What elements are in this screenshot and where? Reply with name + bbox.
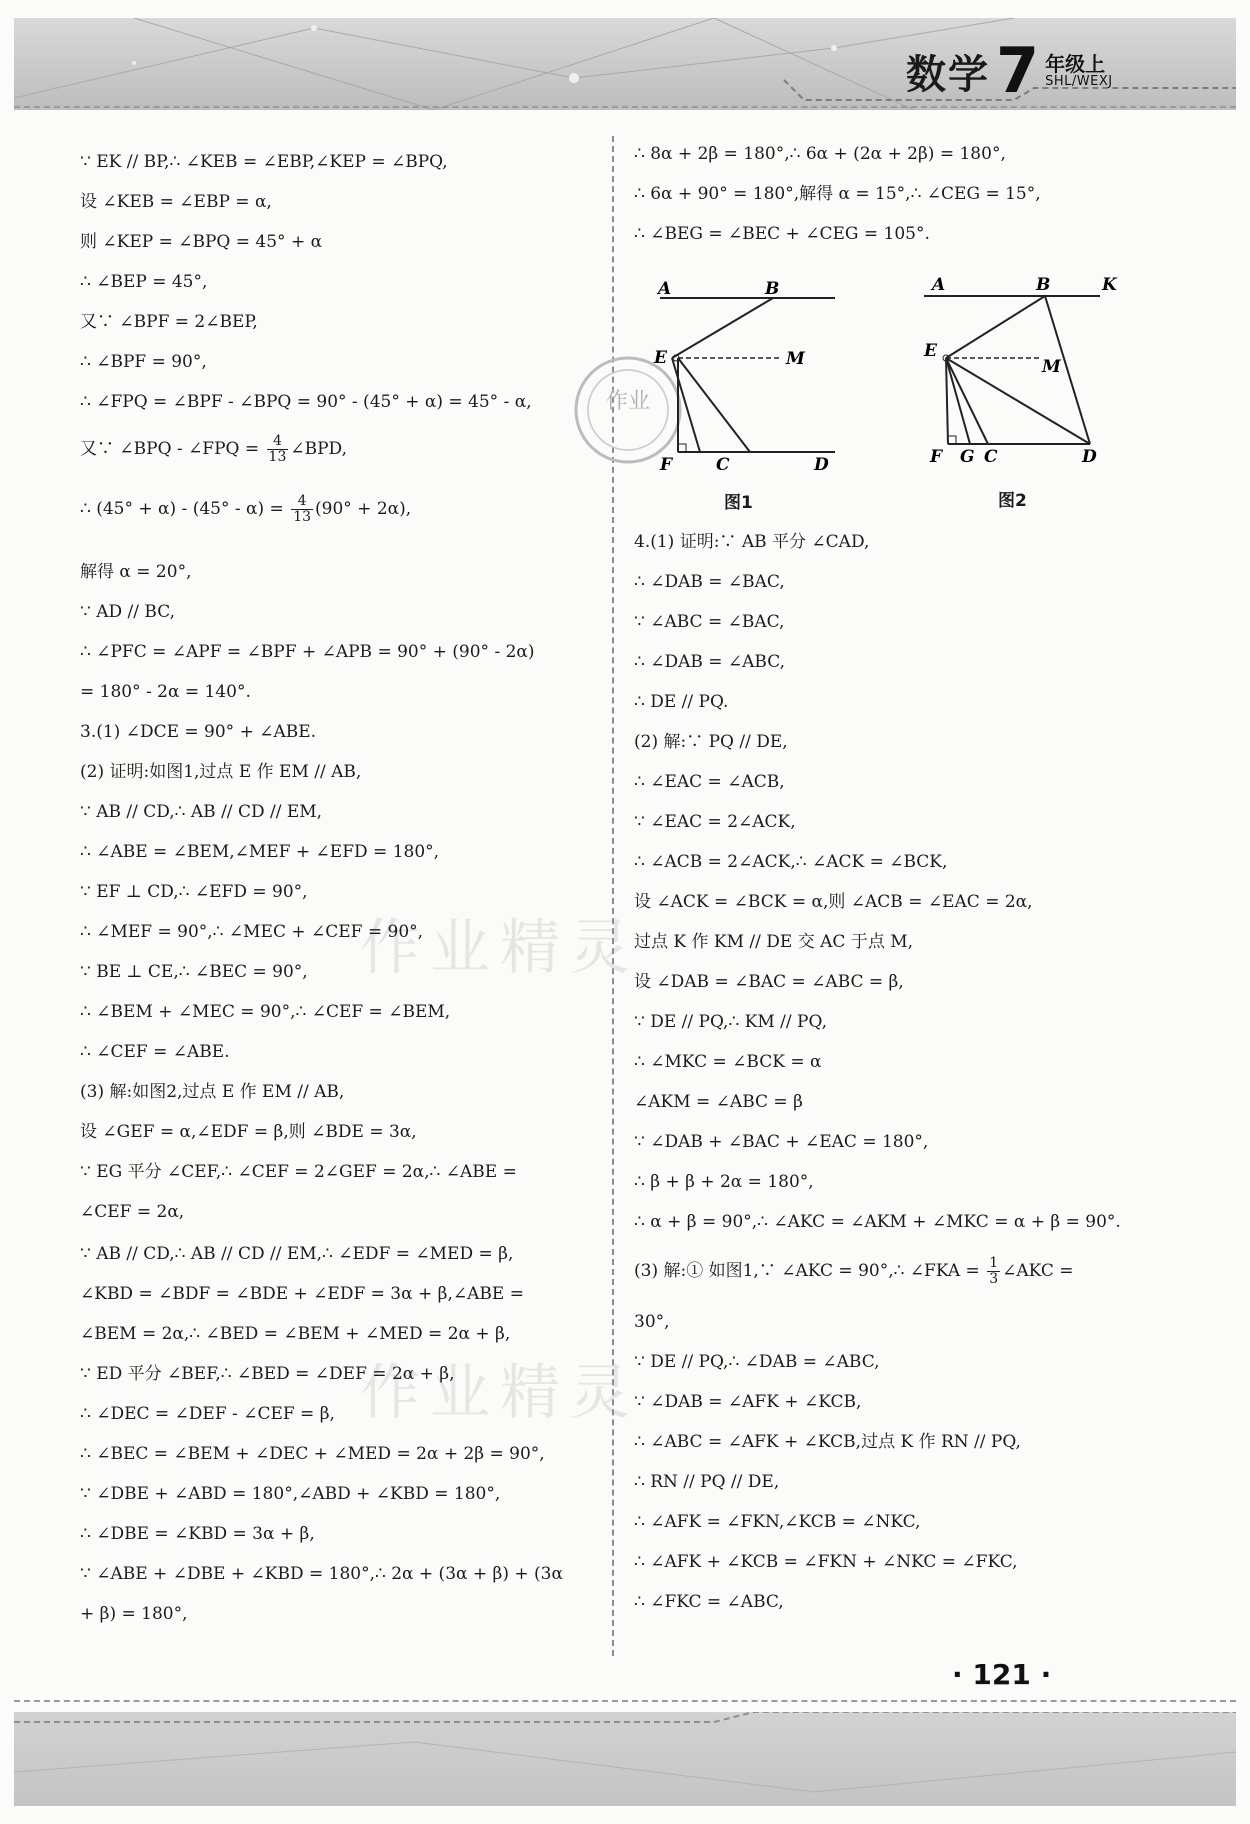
text-line: ∵ AD // BC, (80, 602, 176, 622)
text-line: ∠CEF = 2α, (80, 1202, 185, 1222)
fraction (291, 494, 313, 525)
fraction-denominator: 13 (293, 509, 312, 525)
text-line: ∵ ∠ABE + ∠DBE + ∠KBD = 180°,∴ 2α + (3α + β) + (3α (80, 1564, 563, 1584)
figure-2-diagram (920, 266, 1130, 476)
footer-divider (14, 1700, 1236, 1702)
fig2-label-b: B (1036, 275, 1051, 295)
text-line: + β) = 180°, (80, 1604, 188, 1624)
fig2-label-d: D (1082, 447, 1097, 467)
text-line: ∵ ∠ABC = ∠BAC, (634, 612, 785, 632)
text-line: ∴ ∠AFK + ∠KCB = ∠FKN + ∠NKC = ∠FKC, (634, 1552, 1018, 1572)
fig2-label-k: K (1102, 275, 1117, 295)
figure-1-caption: 图1 (724, 493, 753, 513)
fraction (987, 1256, 1000, 1287)
text-segment: (90° + 2α), (315, 499, 412, 519)
text-line: ∴ ∠CEF = ∠ABE. (80, 1042, 230, 1062)
fraction-denominator: 13 (268, 449, 287, 465)
edition-code: SHL/WEXJ (1045, 73, 1113, 89)
text-line: ∴ ∠MKC = ∠BCK = α (634, 1052, 822, 1072)
fraction-numerator: 4 (291, 494, 313, 510)
text-line: 则 ∠KEP = ∠BPQ = 45° + α (80, 232, 323, 252)
text-line: ∴ ∠PFC = ∠APF = ∠BPF + ∠APB = 90° + (90° - 2α) (80, 642, 535, 662)
text-line: ∴ ∠FPQ = ∠BPF - ∠BPQ = 90° - (45° + α) = 45° - α, (80, 392, 532, 412)
text-line: (2) 解:∵ PQ // DE, (634, 732, 788, 752)
text-line: 过点 K 作 KM // DE 交 AC 于点 M, (634, 932, 914, 952)
figure-1-diagram (650, 270, 850, 480)
fig2-label-m: M (1042, 357, 1061, 377)
text-line: ∵ EK // BP,∴ ∠KEB = ∠EBP,∠KEP = ∠BPQ, (80, 152, 448, 172)
text-line: ∴ ∠DAB = ∠BAC, (634, 572, 785, 592)
text-segment: ∴ (45° + α) - (45° - α) = (80, 499, 290, 519)
footer-texture (14, 1712, 1236, 1806)
fig2-label-c: C (984, 447, 998, 467)
title-block (906, 34, 1113, 107)
text-line: ∵ DE // PQ,∴ ∠DAB = ∠ABC, (634, 1352, 880, 1372)
text-segment: ∠BPD, (290, 439, 347, 459)
fraction-numerator: 4 (267, 434, 289, 450)
text-line-with-fraction (80, 494, 411, 525)
text-line: ∴ RN // PQ // DE, (634, 1472, 780, 1492)
text-line: (2) 证明:如图1,过点 E 作 EM // AB, (80, 762, 362, 782)
text-line: ∠KBD = ∠BDF = ∠BDE + ∠EDF = 3α + β,∠ABE = (80, 1284, 524, 1304)
text-line: ∵ ED 平分 ∠BEF,∴ ∠BED = ∠DEF = 2α + β, (80, 1364, 455, 1384)
text-line: ∴ ∠FKC = ∠ABC, (634, 1592, 784, 1612)
text-line: ∵ EF ⊥ CD,∴ ∠EFD = 90°, (80, 882, 308, 902)
fig1-label-e: E (654, 348, 667, 368)
text-line: ∴ β + β + 2α = 180°, (634, 1172, 814, 1192)
text-line: ∴ ∠ACB = 2∠ACK,∴ ∠ACK = ∠BCK, (634, 852, 948, 872)
text-segment: (3) 解:① 如图1,∵ ∠AKC = 90°,∴ ∠FKA = (634, 1261, 986, 1281)
text-line: ∵ AB // CD,∴ AB // CD // EM, (80, 802, 323, 822)
text-line: ∴ ∠ABC = ∠AFK + ∠KCB,过点 K 作 RN // PQ, (634, 1432, 1021, 1452)
text-line: 30°, (634, 1312, 670, 1332)
fig2-label-f: F (930, 447, 943, 467)
text-line: ∴ DE // PQ. (634, 692, 729, 712)
fig2-label-e: E (924, 341, 937, 361)
fraction-denominator: 3 (989, 1271, 999, 1287)
text-line: ∴ ∠EAC = ∠ACB, (634, 772, 785, 792)
fraction-numerator: 1 (989, 1255, 999, 1271)
text-segment: ∠AKC = (1002, 1261, 1074, 1281)
text-line: ∴ 8α + 2β = 180°,∴ 6α + (2α + 2β) = 180°, (634, 144, 1006, 164)
text-line: ∴ ∠AFK = ∠FKN,∠KCB = ∠NKC, (634, 1512, 921, 1532)
text-line-with-fraction (80, 434, 347, 465)
text-line: ∵ ∠DAB = ∠AFK + ∠KCB, (634, 1392, 862, 1412)
footer-band (14, 1712, 1236, 1806)
text-line: ∴ ∠DEC = ∠DEF - ∠CEF = β, (80, 1404, 335, 1424)
text-line: ∴ α + β = 90°,∴ ∠AKC = ∠AKM + ∠MKC = α + β = 90°. (634, 1212, 1121, 1232)
text-line: ∵ AB // CD,∴ AB // CD // EM,∴ ∠EDF = ∠MED = β, (80, 1244, 514, 1264)
figure-2 (920, 266, 1130, 476)
text-line: ∠BEM = 2α,∴ ∠BED = ∠BEM + ∠MED = 2α + β, (80, 1324, 511, 1344)
text-line: 设 ∠ACK = ∠BCK = α,则 ∠ACB = ∠EAC = 2α, (634, 892, 1033, 912)
text-line: 设 ∠DAB = ∠BAC = ∠ABC = β, (634, 972, 904, 992)
text-line: ∵ ∠EAC = 2∠ACK, (634, 812, 796, 832)
text-line: ∵ BE ⊥ CE,∴ ∠BEC = 90°, (80, 962, 308, 982)
text-line: ∴ 6α + 90° = 180°,解得 α = 15°,∴ ∠CEG = 15°, (634, 184, 1041, 204)
text-line: 4.(1) 证明:∵ AB 平分 ∠CAD, (634, 532, 870, 552)
figure-1 (650, 270, 850, 480)
text-line: ∴ ∠BEG = ∠BEC + ∠CEG = 105°. (634, 224, 930, 244)
text-line: 设 ∠GEF = α,∠EDF = β,则 ∠BDE = 3α, (80, 1122, 417, 1142)
watermark-left-2: 作业精灵 (360, 1358, 640, 1428)
fig2-label-g: G (960, 447, 975, 467)
subject-title: 数学 (906, 51, 990, 98)
fraction (267, 434, 289, 465)
grade-number: 7 (996, 34, 1040, 107)
text-line: ∴ ∠BEP = 45°, (80, 272, 208, 292)
text-line: 又∵ ∠BPF = 2∠BEP, (80, 312, 258, 332)
fig1-label-d: D (814, 455, 829, 475)
text-line: 3.(1) ∠DCE = 90° + ∠ABE. (80, 722, 317, 742)
text-line: ∠AKM = ∠ABC = β (634, 1092, 803, 1112)
fig2-label-a: A (932, 275, 946, 295)
text-line: 解得 α = 20°, (80, 562, 192, 582)
watermark-left-1: 作业精灵 (360, 913, 640, 983)
text-line: ∵ EG 平分 ∠CEF,∴ ∠CEF = 2∠GEF = 2α,∴ ∠ABE = (80, 1162, 517, 1182)
text-line: ∴ ∠BEC = ∠BEM + ∠DEC + ∠MED = 2α + 2β = 90°, (80, 1444, 545, 1464)
fig1-label-f: F (660, 455, 673, 475)
text-line: ∵ ∠DBE + ∠ABD = 180°,∠ABD + ∠KBD = 180°, (80, 1484, 501, 1504)
fig1-label-a: A (658, 279, 672, 299)
text-segment: 又∵ ∠BPQ - ∠FPQ = (80, 439, 265, 459)
grade-label: 年级上 (1045, 51, 1106, 76)
fig1-label-m: M (786, 349, 805, 369)
text-line: (3) 解:如图2,过点 E 作 EM // AB, (80, 1082, 345, 1102)
stamp-text: 作业 (605, 389, 651, 414)
text-line: ∴ ∠DBE = ∠KBD = 3α + β, (80, 1524, 315, 1544)
text-line: ∵ DE // PQ,∴ KM // PQ, (634, 1012, 827, 1032)
text-line: ∴ ∠BPF = 90°, (80, 352, 207, 372)
header-divider (14, 106, 1236, 108)
figure-2-caption: 图2 (998, 491, 1027, 511)
text-line-with-fraction (634, 1256, 1074, 1287)
fig1-label-c: C (716, 455, 730, 475)
text-line: ∴ ∠DAB = ∠ABC, (634, 652, 786, 672)
fig1-label-b: B (765, 279, 780, 299)
text-line: 设 ∠KEB = ∠EBP = α, (80, 192, 272, 212)
page-number: · 121 · (952, 1658, 1052, 1691)
text-line: ∴ ∠BEM + ∠MEC = 90°,∴ ∠CEF = ∠BEM, (80, 1002, 451, 1022)
text-line: ∵ ∠DAB + ∠BAC + ∠EAC = 180°, (634, 1132, 929, 1152)
text-line: ∴ ∠MEF = 90°,∴ ∠MEC + ∠CEF = 90°, (80, 922, 424, 942)
text-line: = 180° - 2α = 140°. (80, 682, 251, 702)
text-line: ∴ ∠ABE = ∠BEM,∠MEF + ∠EFD = 180°, (80, 842, 440, 862)
